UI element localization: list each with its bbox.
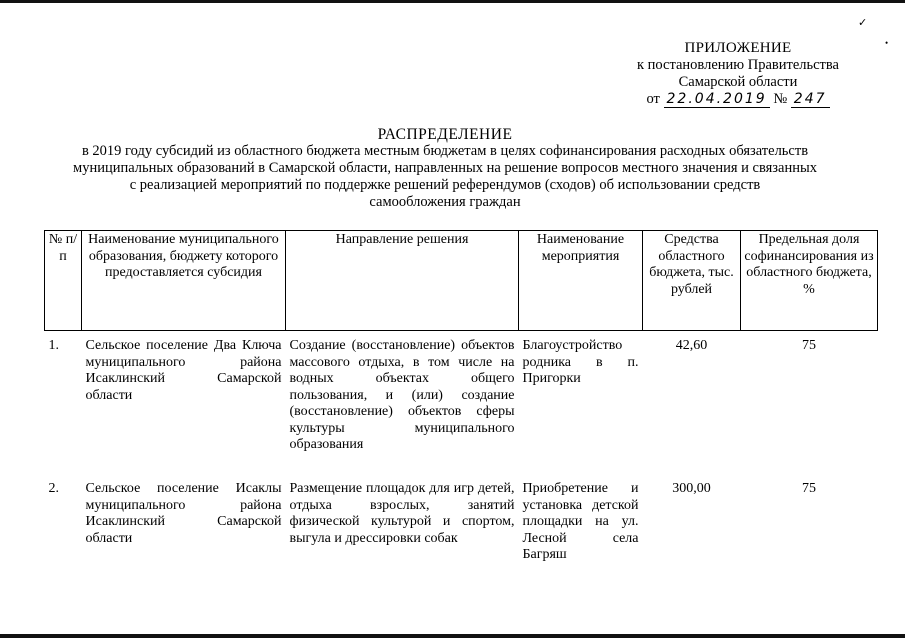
heading-line-1: в 2019 году субсидий из областного бюджета местным бюджетам в целях софинансирования расходных обязательств [81,143,809,159]
cell-funds: 300,00 [672,481,711,496]
distribution-table [44,230,878,591]
cell-share: 75 [802,338,816,353]
cell-share: 75 [802,481,816,496]
number-prefix: № [773,91,788,107]
cell-direction: Создание (восстановление) объектов массового отдыха, в том числе на водных объектах общего пользования, и (или) создание (восстановление) объектов сферы культуры муниципального образования [289,338,515,452]
cell-municipality: Сельское поселение Исаклы муниципального района Исаклинский Самарской области [85,481,282,546]
table-row [45,331,878,475]
header-direction: Направление решения [286,231,519,331]
header-share: Предельная доля софинансирования из областного бюджета, % [741,231,878,331]
cell-funds: 42,60 [675,338,708,353]
heading-line-3: с реализацией мероприятий по поддержке решений референдумов (сходов) об использовании средств [129,177,761,193]
appendix-line-1: к постановлению Правительства [637,57,839,73]
appendix-date-line [600,91,876,108]
cell-number: 1. [48,338,59,353]
cell-direction: Размещение площадок для игр детей, отдыха взрослых, занятий физической культурой и спортом, выгула и дрессировки собак [289,481,515,546]
header-funds: Средства областного бюджета, тыс. рублей [643,231,741,331]
heading-title: РАСПРЕДЕЛЕНИЕ [377,126,513,143]
table-row [45,474,878,591]
handwritten-date: 22.04.2019 [664,92,770,108]
handwritten-number: 247 [791,92,830,108]
heading-line-4: самообложения граждан [369,194,521,210]
header-number: № п/п [45,231,82,331]
header-event: Наименование мероприятия [519,231,643,331]
appendix-line-2: Самарской области [678,74,798,90]
bottom-border-line [0,634,905,638]
appendix-title: ПРИЛОЖЕНИЕ [684,40,792,56]
document-heading [30,126,860,211]
date-prefix: от [646,91,660,107]
heading-line-2: муниципальных образований в Самарской области, направленных на решение вопросов местного значения и связанных [73,160,817,176]
scan-dot: • [885,38,889,48]
cell-event: Благоустройство родника в п. Пригорки [522,338,639,386]
appendix-block [600,40,876,108]
cell-number: 2. [48,481,59,496]
scan-mark: ✓ [858,17,868,29]
top-border-line [0,0,905,3]
cell-municipality: Сельское поселение Два Ключа муниципального района Исаклинский Самарской области [85,338,282,403]
cell-event: Приобретение и установка детской площадки на ул. Лесной села Багряш [522,481,639,562]
table-header-row [45,231,878,331]
header-municipality: Наименование муниципального образования, бюджету которого предоставляется субсидия [82,231,286,331]
